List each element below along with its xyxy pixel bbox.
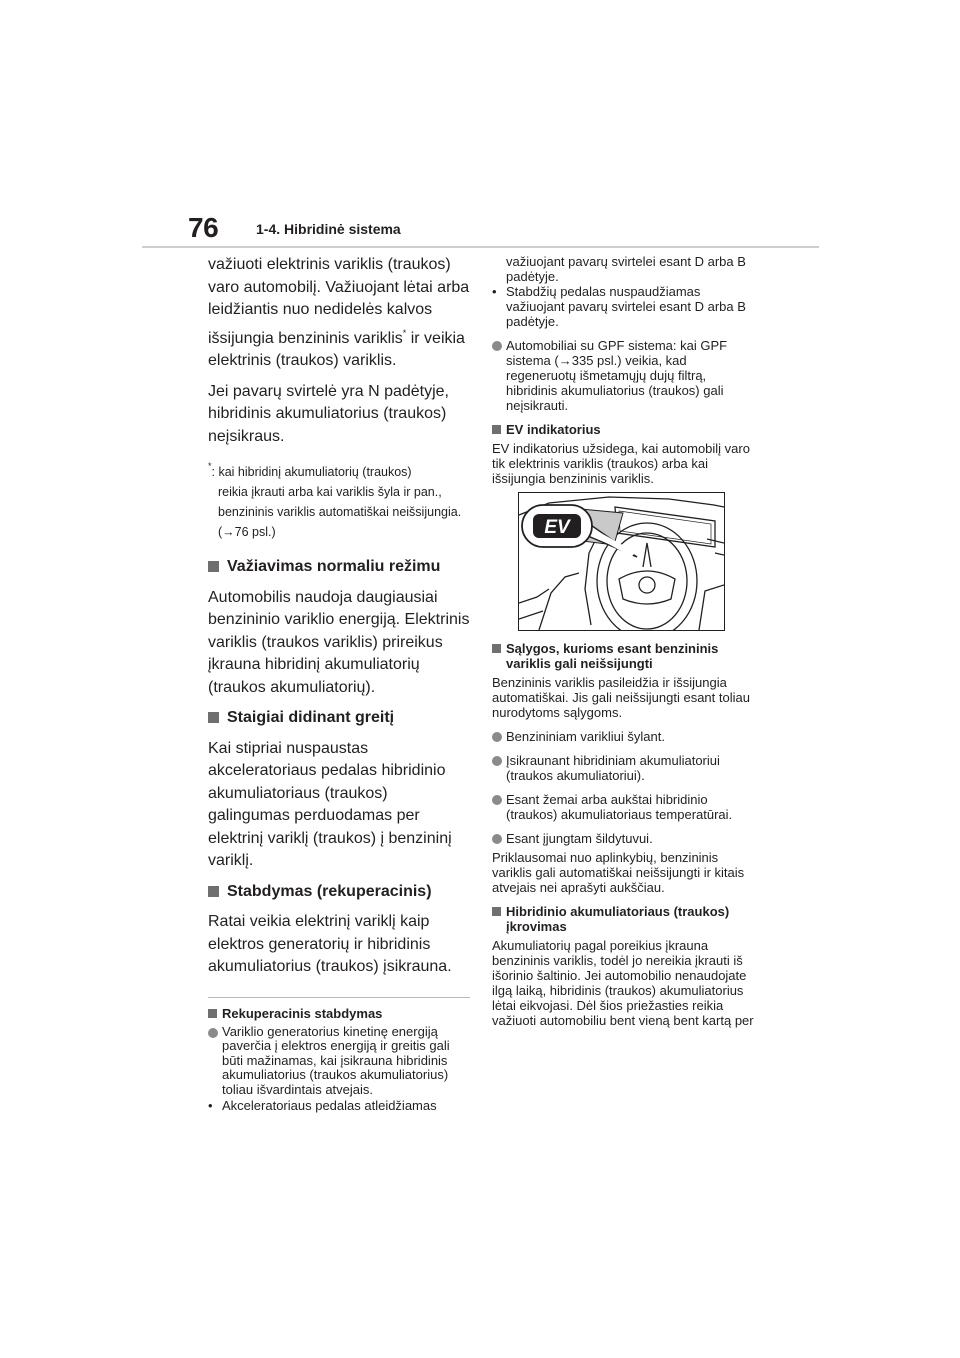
small-heading-text: Rekuperacinis stabdymas <box>222 1005 383 1021</box>
round-bullet-icon <box>492 341 502 351</box>
paragraph: Akumuliatorių pagal poreikius įkrauna benzininis variklis, todėl jo nereikia įkrauti iš išorinio šaltinio. Jei automobilio nenaudojate ilgą laiką, hibridinis (traukos) akumuliatorius lėtai eikvojasi. Dėl šios priežasties reikia važiuoti automobiliu bent vieną bent kartą per <box>492 938 754 1028</box>
subheading-text: Staigiai didinant greitį <box>227 709 395 726</box>
paragraph-text: ir veikia elektrinis (traukos) variklis. <box>208 329 465 369</box>
list-item-text: Esant įjungtam šildytuvui. <box>506 831 653 846</box>
left-column <box>208 254 470 1114</box>
round-bullet-icon <box>208 1028 218 1038</box>
list-item <box>492 284 756 329</box>
square-bullet-icon <box>492 644 501 653</box>
list-item <box>208 1025 470 1098</box>
square-bullet-icon <box>208 712 219 723</box>
square-bullet-icon <box>492 425 501 434</box>
paragraph: Automobilis naudoja daugiausiai benzininio variklio energiją. Elektrinis variklis (traukos variklis) prireikus įkrauna hibridinį akumuliatorių (traukos akumuliatorių). <box>208 588 470 696</box>
list-item <box>492 254 756 284</box>
subheading <box>208 707 470 730</box>
round-bullet-icon <box>492 756 502 766</box>
list-item <box>492 831 756 846</box>
list-item <box>208 1099 470 1114</box>
paragraph-text: važiuoti elektrinis variklis (traukos) varo automobilį. Važiuojant lėtai arba leidžiantis nuo nedidelės kalvos išsijungia benzininis variklis <box>208 256 470 347</box>
paragraph: Benzininis variklis pasileidžia ir išsijungia automatiškai. Jis gali neišsijungti esant toliau nurodytoms sąlygoms. <box>492 675 750 720</box>
list-item-text: Įsikraunant hibridiniam akumuliatoriui (traukos akumuliatoriui). <box>506 753 720 783</box>
list-item <box>492 729 756 744</box>
list-item <box>492 792 756 822</box>
paragraph: Ratai veikia elektrinį variklį kaip elektros generatorių ir hibridinis akumuliatorius (traukos) įsikrauna. <box>208 913 452 975</box>
subheading-text: Stabdymas (rekuperacinis) <box>227 882 432 900</box>
footnote-marker: * <box>208 461 212 471</box>
round-bullet-icon <box>492 795 502 805</box>
small-heading <box>208 1006 470 1021</box>
square-bullet-icon <box>492 907 501 916</box>
subheading <box>208 556 470 579</box>
list-item-text: Esant žemai arba aukštai hibridinio (traukos) akumuliatoriaus temperatūrai. <box>506 792 733 822</box>
ev-badge-label: EV <box>544 517 570 538</box>
dash-spacer <box>492 254 506 284</box>
ev-indicator-illustration <box>518 492 725 631</box>
paragraph: Kai stipriai nuspaustas akceleratoriaus pedalas hibridinio akumuliatoriaus (traukos) galingumas perduodamas per elektrinį variklį (traukos) į benzininį variklį. <box>208 739 452 869</box>
small-heading <box>492 641 756 671</box>
list-item <box>492 338 756 413</box>
list-item-text: Automobiliai su GPF sistema: kai GPF sistema (→335 psl.) veikia, kad regeneruotų išmetamųjų dujų filtrą, hibridinis akumuliatorius (traukos) gali neįsikrauti. <box>506 338 728 413</box>
square-bullet-icon <box>208 1009 217 1018</box>
footnote-text: reikia įkrauti arba kai variklis šyla ir pan., benzininis variklis automatiškai neišsijungia. (→76 psl.) <box>218 485 462 539</box>
small-heading-text: Hibridinio akumuliatoriaus (traukos) įkrovimas <box>506 904 730 934</box>
list-item-text: važiuojant pavarų svirtelei esant D arba B padėtyje. <box>506 254 746 284</box>
right-column <box>492 254 756 1028</box>
list-item <box>492 753 756 783</box>
page-header <box>142 212 819 248</box>
page-number: 76 <box>188 212 219 243</box>
paragraph: EV indikatorius užsidega, kai automobilį varo tik elektrinis variklis (traukos) arba kai išsijungia benzininis variklis. <box>492 441 750 486</box>
subheading <box>208 881 470 904</box>
paragraph <box>208 254 470 373</box>
list-item-text: Stabdžių pedalas nuspaudžiamas važiuojant pavarų svirtelei esant D arba B padėtyje. <box>506 284 746 329</box>
round-bullet-icon <box>492 834 502 844</box>
footnote <box>208 456 470 542</box>
paragraph: Priklausomai nuo aplinkybių, benzininis variklis gali automatiškai neišsijungti ir kitais atvejais nei aprašyti aukščiau. <box>492 850 745 895</box>
list-item-text: Benzininiam varikliui šylant. <box>506 729 665 744</box>
small-heading <box>492 422 756 437</box>
small-heading-text: EV indikatorius <box>506 422 601 437</box>
paragraph: Jei pavarų svirtelė yra N padėtyje, hibridinis akumuliatorius (traukos) neįsikraus. <box>208 382 449 445</box>
list-item-text: Variklio generatorius kinetinę energiją paverčia į elektros energiją ir greitis gali būti mažinamas, kai įsikrauna hibridinis akumuliatorius (traukos akumuliatorius) toliau išvardintais atvejais. <box>222 1023 450 1097</box>
divider <box>208 997 470 998</box>
dash-bullet: • <box>208 1098 213 1113</box>
dash-bullet: • <box>492 284 497 299</box>
list-item-text: Akceleratoriaus pedalas atleidžiamas <box>222 1098 437 1113</box>
section-title: 1-4. Hibridinė sistema <box>256 221 401 237</box>
square-bullet-icon <box>208 561 219 572</box>
footnote-marker: * <box>402 327 407 338</box>
small-heading <box>492 904 756 934</box>
subheading-text: Važiavimas normaliu režimu <box>227 558 441 575</box>
footnote-text: : kai hibridinį akumuliatorių (traukos) <box>211 465 412 479</box>
dashboard-drawing <box>519 493 724 630</box>
square-bullet-icon <box>208 886 219 897</box>
small-heading-text: Sąlygos, kurioms esant benzininis variklis gali neišsijungti <box>506 641 719 671</box>
round-bullet-icon <box>492 732 502 742</box>
